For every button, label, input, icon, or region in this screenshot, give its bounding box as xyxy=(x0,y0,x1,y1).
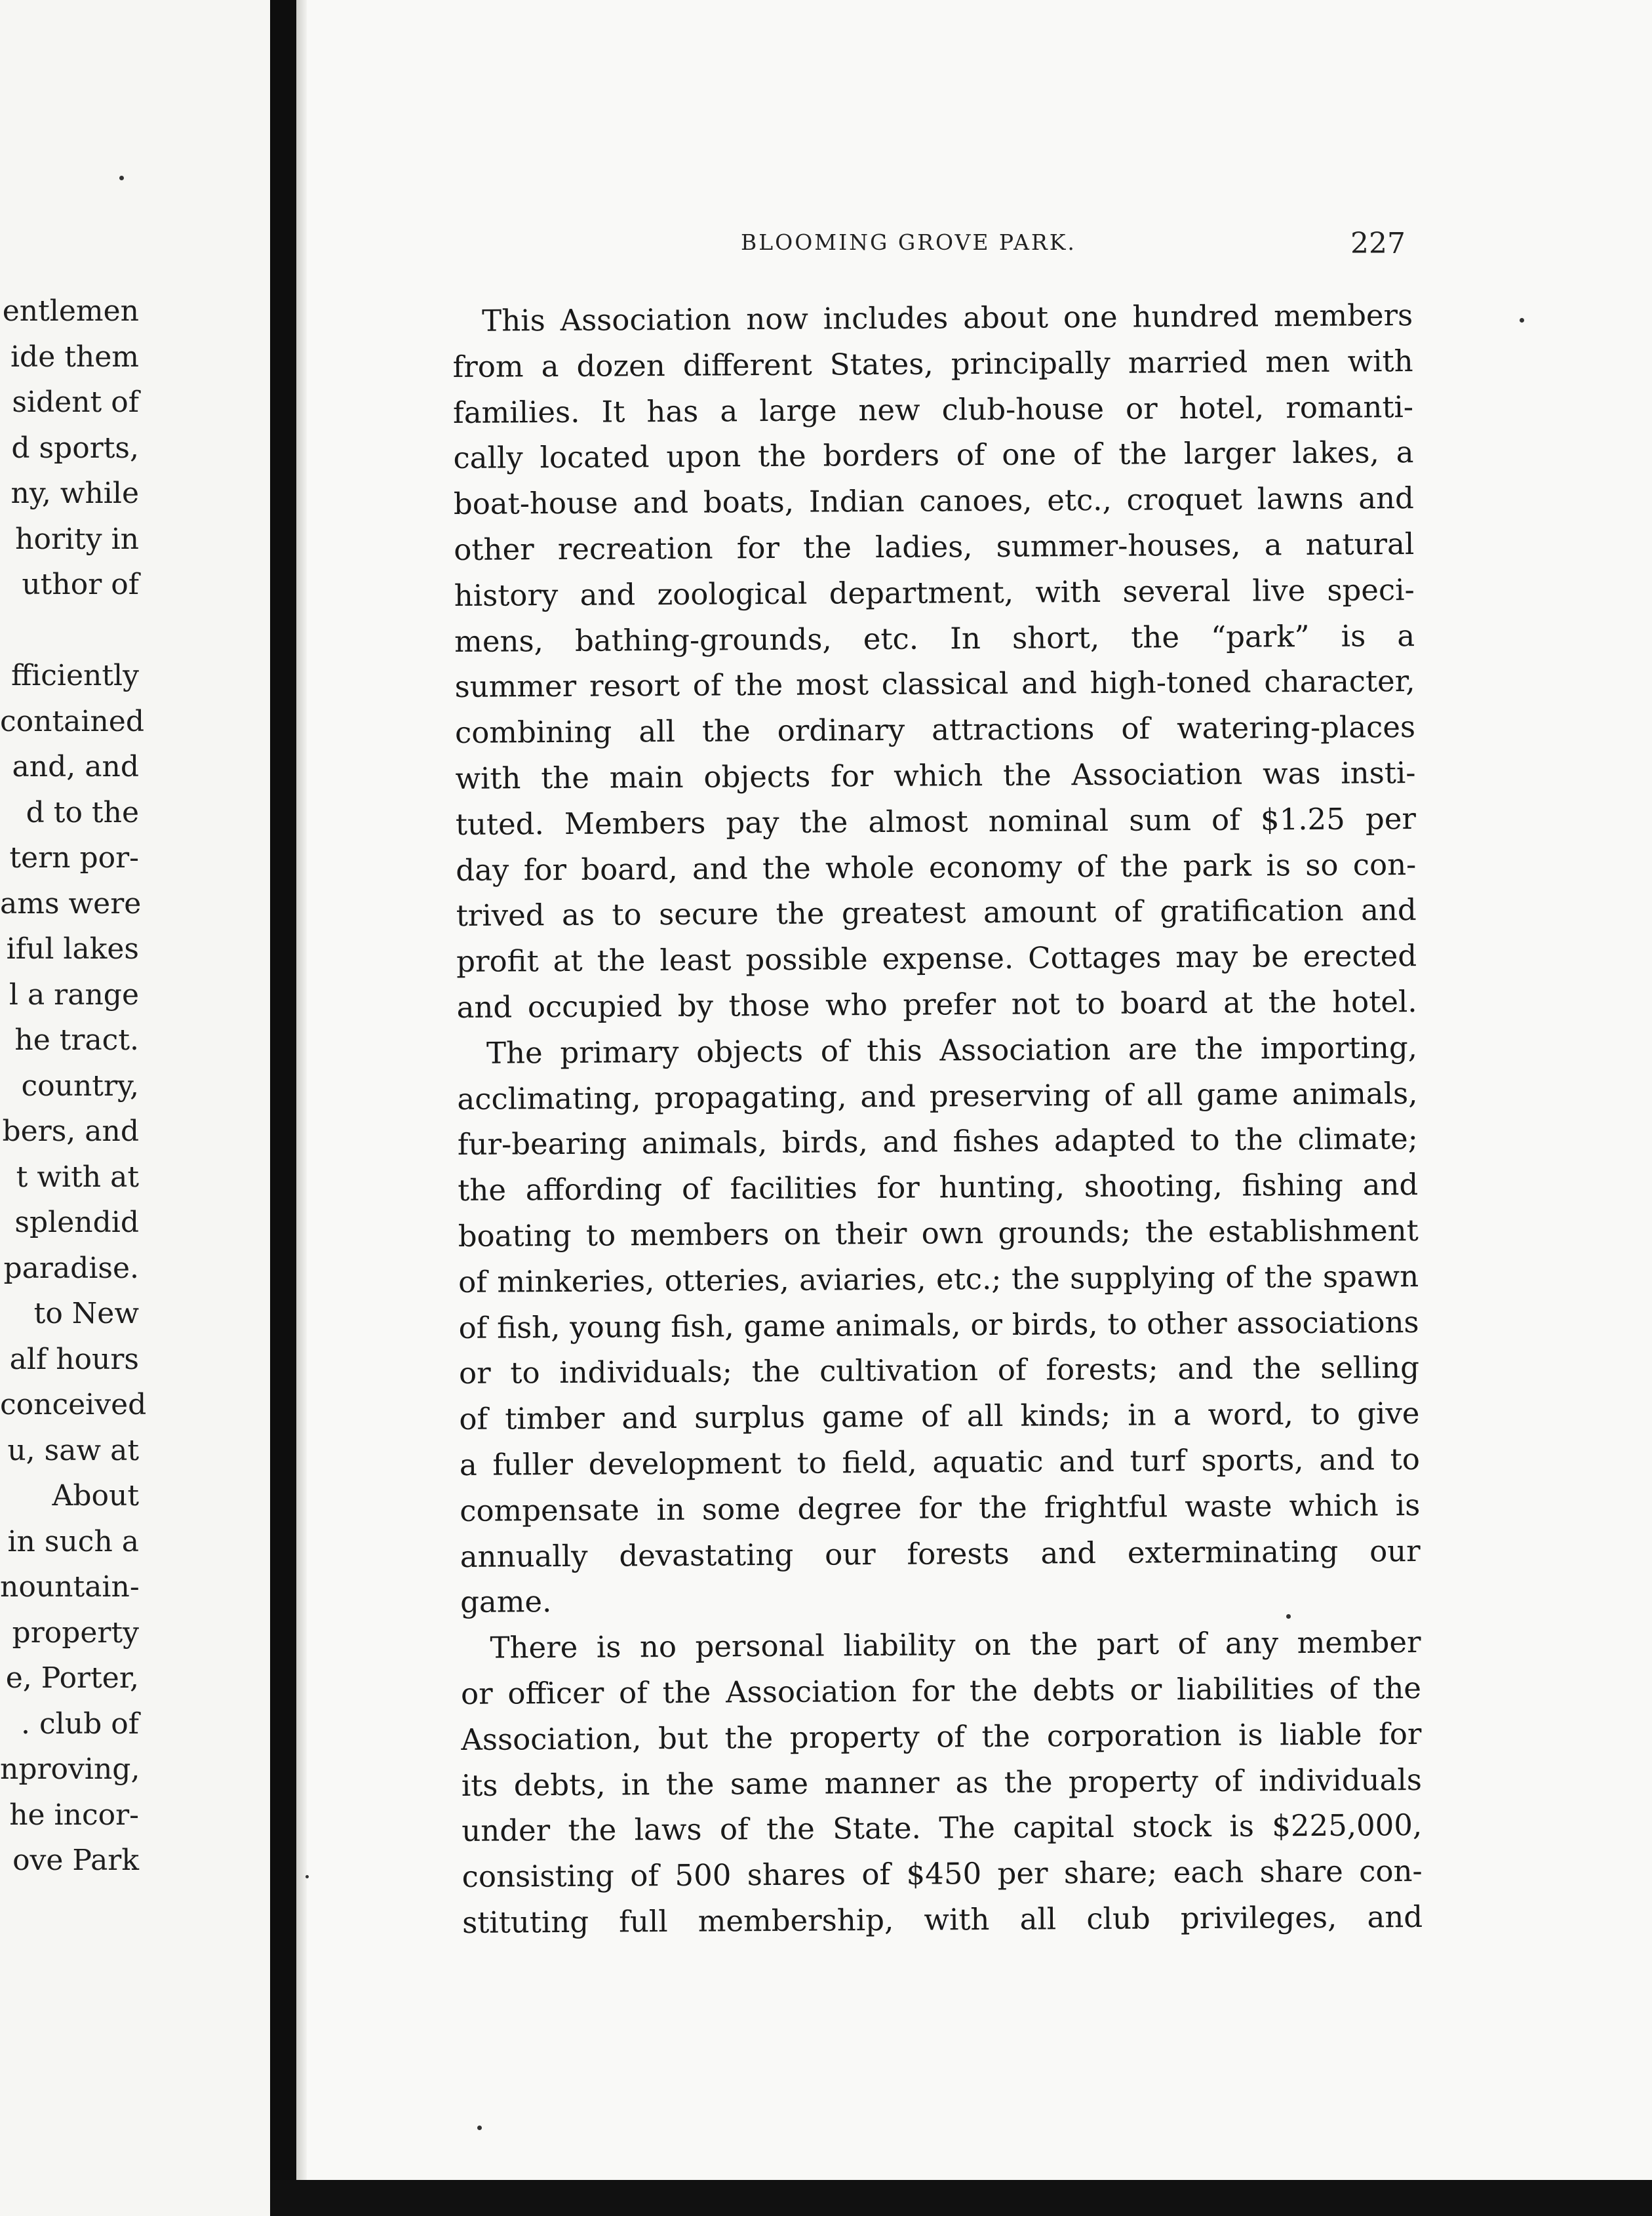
body-line: and occupied by those who prefer not to board at the hotel. xyxy=(456,983,1417,1025)
left-page-line: alf hours xyxy=(9,1342,139,1376)
left-page-line: fficiently xyxy=(10,659,139,692)
body-line: summer resort of the most classical and high-toned character, xyxy=(454,663,1415,705)
body-line: of fish, young fish, game animals, or birds, to other associations xyxy=(458,1304,1419,1345)
left-page-line: country, xyxy=(21,1069,139,1103)
left-page-line: e, Porter, xyxy=(5,1661,139,1695)
body-line: a fuller development to field, aquatic and turf sports, and to xyxy=(459,1441,1421,1482)
body-line: families. It has a large new club-house or hotel, romanti- xyxy=(452,389,1414,430)
scan-speck xyxy=(119,176,124,180)
left-page-line: he tract. xyxy=(14,1023,139,1057)
left-page-line: . club of xyxy=(21,1707,139,1741)
left-page-line: and, and xyxy=(12,750,139,783)
body-line: the affording of facilities for hunting, shooting, fishing and xyxy=(458,1167,1419,1208)
left-page-line: to New xyxy=(33,1297,139,1330)
scan-speck xyxy=(1520,318,1524,323)
body-line: fur-bearing animals, birds, and fishes adapted to the climate; xyxy=(457,1121,1419,1162)
gutter-shadow xyxy=(296,0,307,2216)
left-page-line xyxy=(0,608,139,654)
left-page-line: conceived xyxy=(0,1388,147,1421)
body-line: boating to members on their own grounds; the establishment xyxy=(458,1212,1419,1254)
body-line: cally located upon the borders of one of the larger lakes, a xyxy=(453,435,1414,476)
scan-speck xyxy=(477,2126,482,2130)
book-spine xyxy=(270,0,296,2216)
body-line: from a dozen different States, principally married men with xyxy=(452,343,1413,384)
body-line: under the laws of the State. The capital stock is $225,000, xyxy=(462,1808,1423,1849)
body-line: acclimating, propagating, and preserving of all game animals, xyxy=(457,1075,1418,1117)
left-page-line: uthor of xyxy=(22,568,139,601)
body-line: boat-house and boats, Indian canoes, etc., croquet lawns and xyxy=(453,481,1415,522)
body-line: profit at the least possible expense. Cottages may be erected xyxy=(456,938,1417,979)
body-line: history and zoological department, with several live speci- xyxy=(454,572,1415,613)
left-page-line: hority in xyxy=(15,522,139,556)
left-page-line: ams were xyxy=(0,886,142,920)
left-page-line: splendid xyxy=(14,1206,139,1239)
body-line: annually devastating our forests and exterminating our xyxy=(460,1533,1421,1574)
left-page-text-fragment xyxy=(0,288,147,1884)
body-line: consisting of 500 shares of $450 per share; each share con- xyxy=(462,1853,1423,1895)
body-text xyxy=(452,292,1423,1946)
left-page-line: ide them xyxy=(10,340,139,374)
body-line: its debts, in the same manner as the property of individuals xyxy=(461,1762,1422,1803)
left-page-line: d sports, xyxy=(11,431,139,465)
left-page-line: paradise. xyxy=(3,1251,139,1285)
body-line: The primary objects of this Association are the importing, xyxy=(486,1029,1418,1071)
left-page-line: he incor- xyxy=(9,1798,139,1832)
body-line: or to individuals; the cultivation of forests; and the selling xyxy=(458,1350,1420,1391)
body-line: other recreation for the ladies, summer-houses, a natural xyxy=(454,526,1415,567)
running-title: BLOOMING GROVE PARK. xyxy=(741,229,1076,255)
scan-speck xyxy=(1286,1614,1291,1619)
scan-speck xyxy=(305,1875,309,1878)
body-line: compensate in some degree for the frightful waste which is xyxy=(460,1487,1421,1528)
body-line: stituting full membership, with all club privileges, and xyxy=(462,1899,1423,1940)
left-page-line: nountain- xyxy=(0,1570,140,1604)
scan-bottom-edge xyxy=(270,2180,1652,2216)
left-page-line: iful lakes xyxy=(6,932,139,966)
left-page-line: ny, while xyxy=(10,477,139,510)
body-line: tuted. Members pay the almost nominal sum of $1.25 per xyxy=(455,801,1417,842)
body-line: combining all the ordinary attractions of watering-places xyxy=(454,709,1416,751)
left-page-line: d to the xyxy=(26,795,139,829)
body-line: day for board, and the whole economy of the park is so con- xyxy=(456,846,1417,888)
left-facing-page xyxy=(0,0,270,2216)
left-page-line: contained xyxy=(0,704,144,738)
body-line: of timber and surplus game of all kinds; in a word, to give xyxy=(459,1396,1420,1437)
page-number: 227 xyxy=(1350,227,1406,260)
left-page-line: About xyxy=(52,1479,139,1513)
left-page-line: u, saw at xyxy=(7,1433,139,1467)
left-page-line: in such a xyxy=(7,1524,139,1558)
body-line: game. xyxy=(460,1584,552,1620)
body-line: with the main objects for which the Association was insti- xyxy=(455,755,1416,796)
body-line: of minkeries, otteries, aviaries, etc.; the supplying of the spawn xyxy=(458,1258,1419,1299)
body-line: Association, but the property of the corporation is liable for xyxy=(461,1716,1422,1757)
left-page-line: tern por- xyxy=(9,841,139,875)
left-page-line: l a range xyxy=(9,978,139,1012)
left-page-line: property xyxy=(12,1615,139,1650)
body-line: trived as to secure the greatest amount of gratification and xyxy=(456,892,1417,934)
body-line: There is no personal liability on the part of any member xyxy=(490,1625,1421,1665)
left-page-line: sident of xyxy=(12,386,139,419)
body-line: This Association now includes about one hundred members xyxy=(482,298,1413,338)
left-page-line: ove Park xyxy=(12,1844,139,1877)
left-page-line: bers, and xyxy=(2,1115,139,1148)
body-line: or officer of the Association for the debts or liabilities of the xyxy=(460,1670,1422,1711)
left-page-line: nproving, xyxy=(0,1752,140,1786)
body-line: mens, bathing-grounds, etc. In short, the “park” is a xyxy=(454,618,1415,659)
left-page-line: entlemen xyxy=(2,294,139,328)
left-page-line: t with at xyxy=(16,1160,139,1194)
